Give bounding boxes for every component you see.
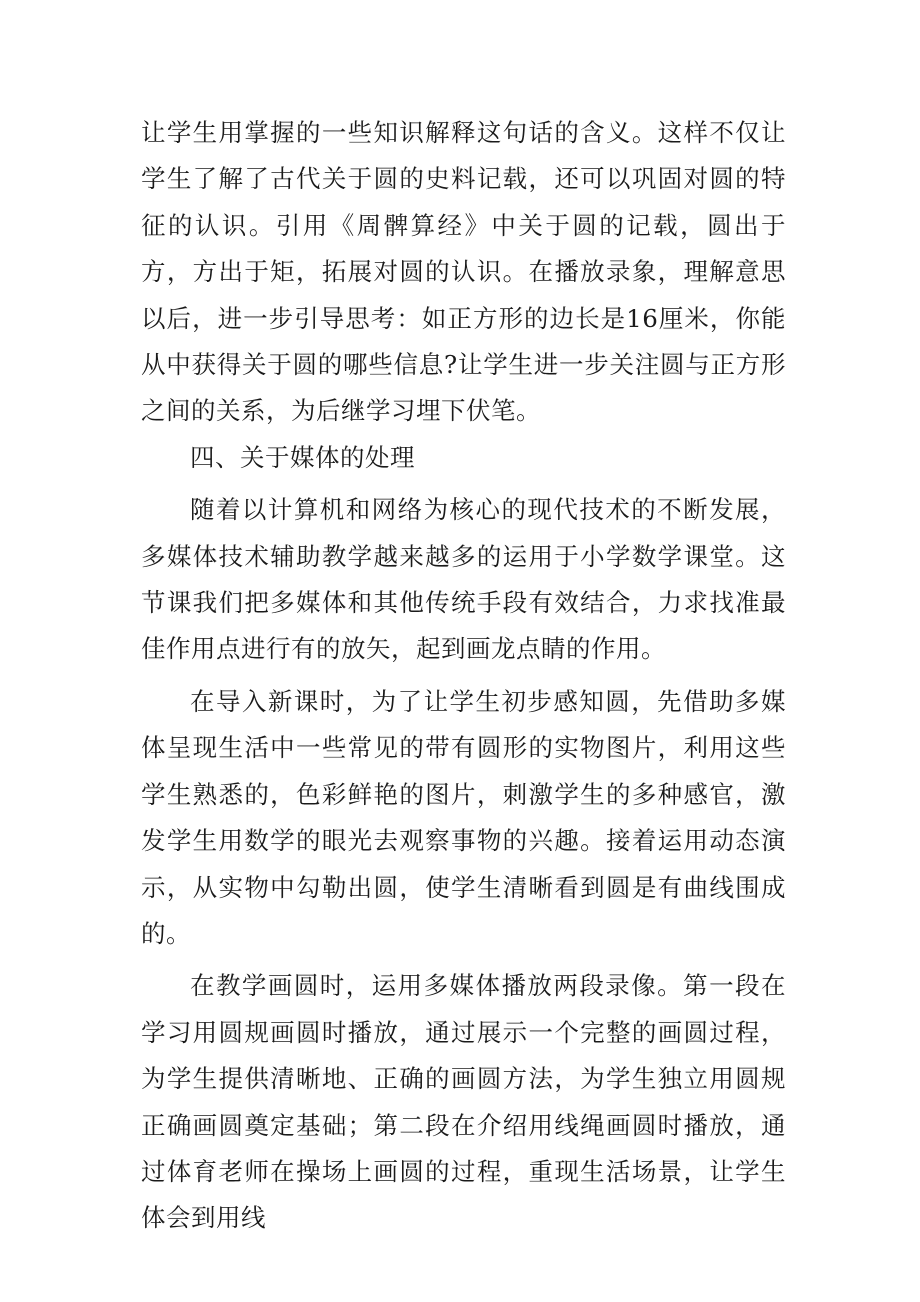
paragraph-media-intro: 随着以计算机和网络为核心的现代技术的不断发展，多媒体技术辅助教学越来越多的运用于小学数学课堂。这节课我们把多媒体和其他传统手段有效结合，力求找准最佳作用点进行有的放矢，起到画龙点睛的作用。 [141, 495, 786, 664]
section-heading: 四、关于媒体的处理 [190, 442, 415, 472]
paragraph-continuation: 让学生用掌握的一些知识解释这句话的含义。这样不仅让学生了解了古代关于圆的史料记载，还可以巩固对圆的特征的认识。引用《周髀算经》中关于圆的记载，圆出于方，方出于矩，拓展对圆的认识。在播放录象，理解意思以后，进一步引导思考：如正方形的边长是16厘米，你能从中获得关于圆的哪些信息?让学生进一步关注圆与正方形之间的关系，为后继学习埋下伏笔。 [141, 118, 786, 426]
paragraph-new-lesson: 在导入新课时，为了让学生初步感知圆，先借助多媒体呈现生活中一些常见的带有圆形的实物图片，利用这些学生熟悉的，色彩鲜艳的图片，刺激学生的多种感官，激发学生用数学的眼光去观察事物的兴趣。接着运用动态演示，从实物中勾勒出圆，使学生清晰看到圆是有曲线围成的。 [141, 686, 786, 948]
document-body [141, 110, 786, 1242]
paragraph-drawing-circles: 在教学画圆时，运用多媒体播放两段录像。第一段在学习用圆规画圆时播放，通过展示一个完整的画圆过程，为学生提供清晰地、正确的画圆方法，为学生独立用圆规正确画圆奠定基础；第二段在介绍用线绳画圆时播放，通过体育老师在操场上画圆的过程，重现生活场景，让学生体会到用线 [141, 971, 786, 1233]
